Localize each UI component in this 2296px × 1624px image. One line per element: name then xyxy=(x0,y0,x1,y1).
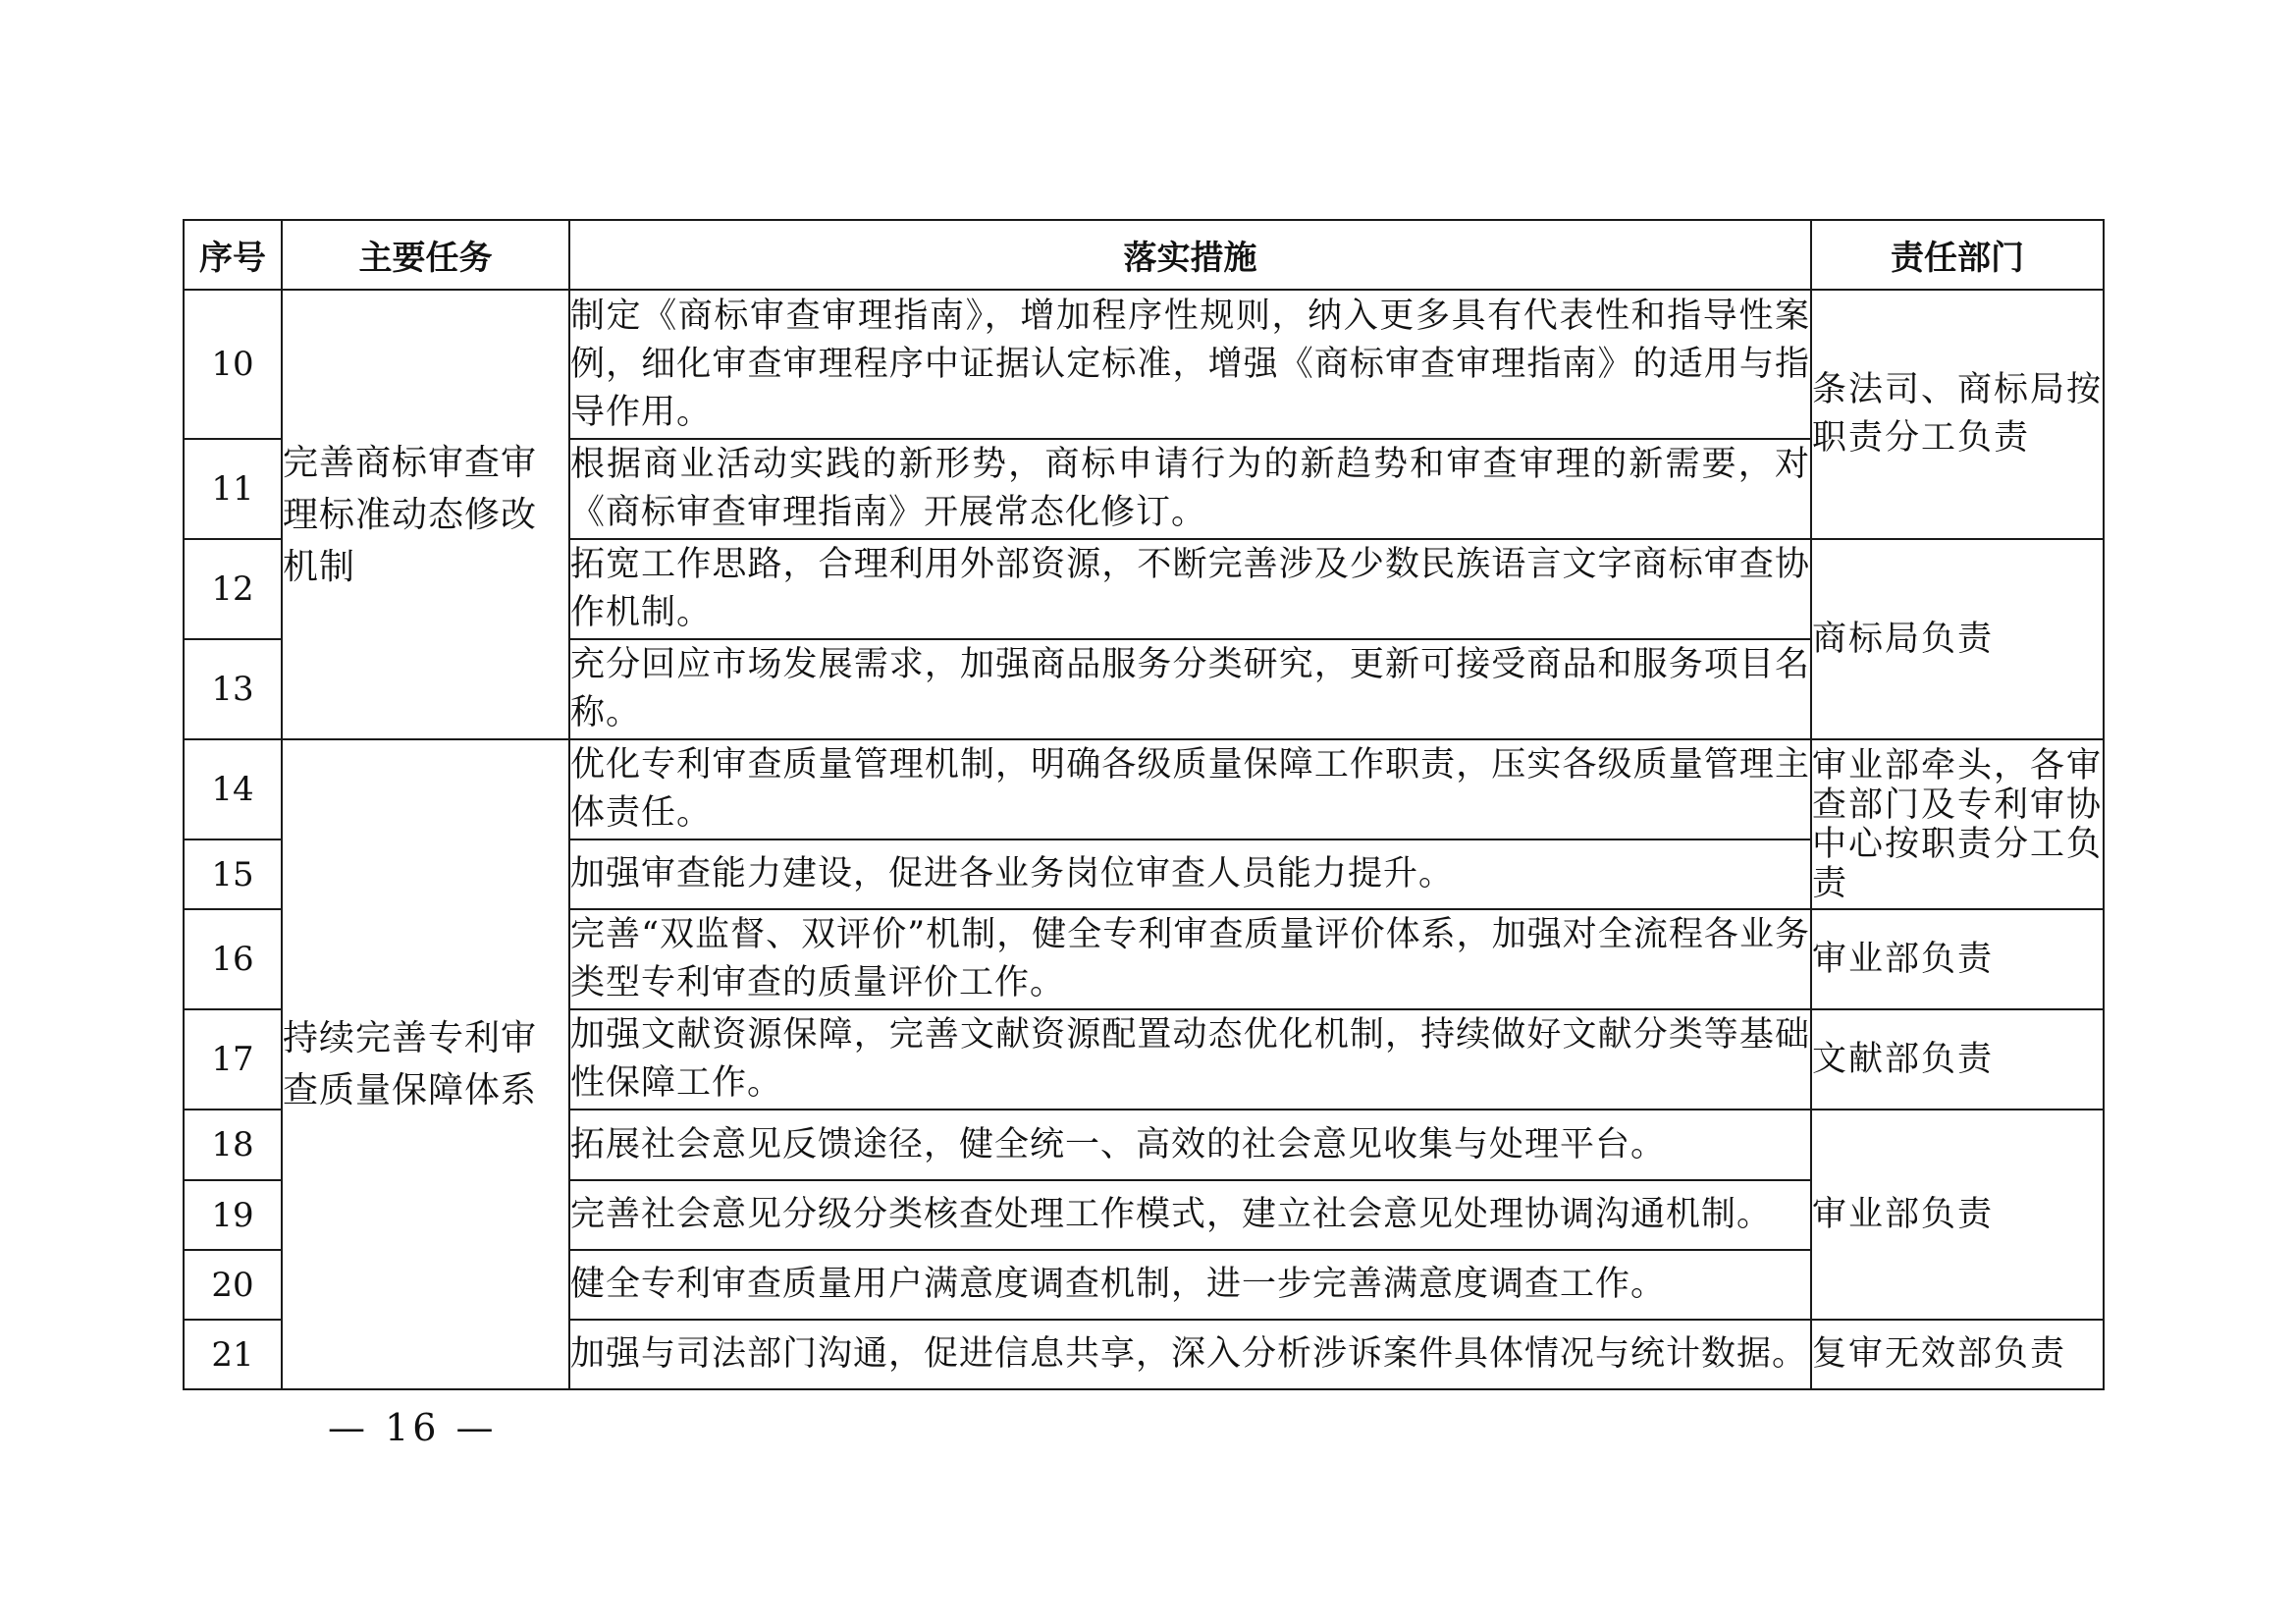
measure-cell: 充分回应市场发展需求，加强商品服务分类研究，更新可接受商品和服务项目名称。 xyxy=(569,639,1811,739)
measure-cell: 优化专利审查质量管理机制，明确各级质量保障工作职责，压实各级质量管理主体责任。 xyxy=(569,739,1811,839)
dept-cell: 审业部牵头，各审查部门及专利审协中心按职责分工负责 xyxy=(1811,739,2104,909)
header-num: 序号 xyxy=(184,220,282,290)
dept-cell: 审业部负责 xyxy=(1811,909,2104,1009)
measure-cell: 加强审查能力建设，促进各业务岗位审查人员能力提升。 xyxy=(569,839,1811,909)
row-number: 19 xyxy=(184,1180,282,1250)
row-number: 20 xyxy=(184,1250,282,1320)
measure-cell: 根据商业活动实践的新形势，商标申请行为的新趋势和审查审理的新需要，对《商标审查审理指南》开展常态化修订。 xyxy=(569,439,1811,539)
measure-cell: 拓宽工作思路，合理利用外部资源，不断完善涉及少数民族语言文字商标审查协作机制。 xyxy=(569,539,1811,639)
task-cell: 完善商标审查审理标准动态修改机制 xyxy=(282,290,569,739)
task-cell: 持续完善专利审查质量保障体系 xyxy=(282,739,569,1389)
measure-cell: 完善社会意见分级分类核查处理工作模式，建立社会意见处理协调沟通机制。 xyxy=(569,1180,1811,1250)
dept-cell: 复审无效部负责 xyxy=(1811,1320,2104,1389)
dept-cell: 条法司、商标局按职责分工负责 xyxy=(1811,290,2104,539)
table-row xyxy=(184,739,2104,839)
header-measure: 落实措施 xyxy=(569,220,1811,290)
row-number: 15 xyxy=(184,839,282,909)
header-task: 主要任务 xyxy=(282,220,569,290)
measure-cell: 健全专利审查质量用户满意度调查机制，进一步完善满意度调查工作。 xyxy=(569,1250,1811,1320)
measure-cell: 加强文献资源保障，完善文献资源配置动态优化机制，持续做好文献分类等基础性保障工作。 xyxy=(569,1009,1811,1110)
row-number: 11 xyxy=(184,439,282,539)
row-number: 13 xyxy=(184,639,282,739)
header-dept: 责任部门 xyxy=(1811,220,2104,290)
row-number: 17 xyxy=(184,1009,282,1110)
row-number: 10 xyxy=(184,290,282,439)
page-number: — 16 — xyxy=(328,1406,498,1449)
table-header-row xyxy=(184,220,2104,290)
row-number: 16 xyxy=(184,909,282,1009)
measure-cell: 制定《商标审查审理指南》，增加程序性规则，纳入更多具有代表性和指导性案例，细化审查审理程序中证据认定标准，增强《商标审查审理指南》的适用与指导作用。 xyxy=(569,290,1811,439)
dept-cell: 文献部负责 xyxy=(1811,1009,2104,1110)
measure-cell: 拓展社会意见反馈途径，健全统一、高效的社会意见收集与处理平台。 xyxy=(569,1110,1811,1180)
row-number: 18 xyxy=(184,1110,282,1180)
dept-cell: 审业部负责 xyxy=(1811,1110,2104,1320)
table-row xyxy=(184,290,2104,439)
tasks-table xyxy=(183,219,2105,1390)
row-number: 21 xyxy=(184,1320,282,1389)
measure-cell: 加强与司法部门沟通，促进信息共享，深入分析涉诉案件具体情况与统计数据。 xyxy=(569,1320,1811,1389)
dept-cell: 商标局负责 xyxy=(1811,539,2104,739)
row-number: 12 xyxy=(184,539,282,639)
measure-cell: 完善“双监督、双评价”机制，健全专利审查质量评价体系，加强对全流程各业务类型专利审查的质量评价工作。 xyxy=(569,909,1811,1009)
row-number: 14 xyxy=(184,739,282,839)
